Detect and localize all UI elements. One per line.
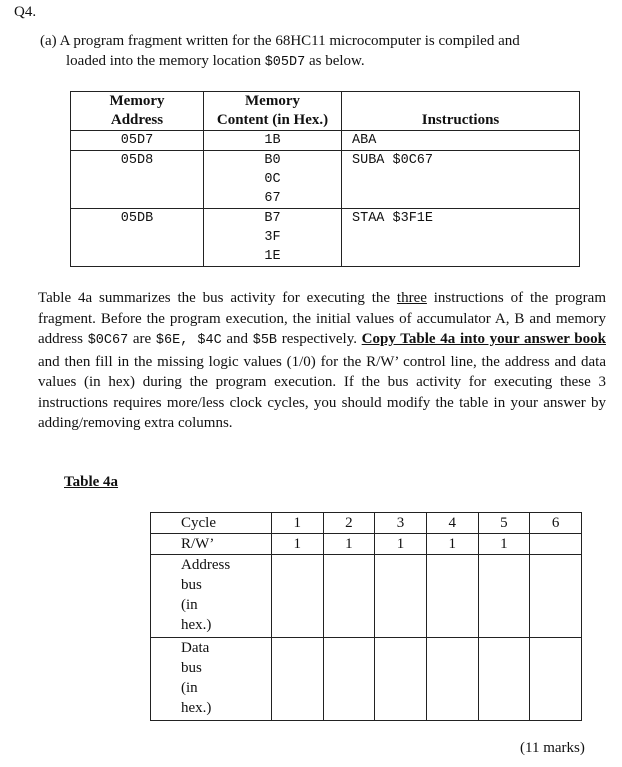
memory-table-header (71, 92, 580, 131)
table-row (71, 131, 580, 151)
cycle-cell: 6 (530, 513, 582, 534)
part-a-intro (40, 31, 600, 73)
memory-table (70, 91, 580, 267)
rw-cell: 1 (271, 534, 323, 555)
rw-row (151, 534, 582, 555)
rw-cell: 1 (323, 534, 375, 555)
data-bus-label: Data bus (in hex.) (151, 638, 272, 721)
rw-cell: 1 (426, 534, 478, 555)
address-cell (271, 555, 323, 638)
load-address: $05D7 (264, 55, 306, 70)
instruction-cell: ABA (342, 131, 580, 151)
data-cell (426, 638, 478, 721)
rw-cell (530, 534, 582, 555)
marks-label: (11 marks) (520, 740, 585, 756)
instruction-cell: STAA $3F1E (342, 209, 580, 267)
address-cell (478, 555, 530, 638)
address-cell: 05D8 (71, 151, 204, 209)
content-cell: 1B (204, 131, 342, 151)
header-memory-address: Memory Address (71, 92, 204, 131)
copy-instruction: Copy Table 4a into your answer book (361, 331, 606, 347)
rw-label: R/W’ (151, 534, 272, 555)
header-memory-content: Memory Content (in Hex.) (204, 92, 342, 131)
instruction-cell: SUBA $0C67 (342, 151, 580, 209)
part-a-line2: loaded into the memory location $05D7 as below. (66, 53, 365, 70)
cycle-cell: 5 (478, 513, 530, 534)
address-cell (375, 555, 427, 638)
data-cell (271, 638, 323, 721)
data-cell (530, 638, 582, 721)
address-cell (323, 555, 375, 638)
table-caption: Table 4a (64, 474, 119, 490)
cycle-row (151, 513, 582, 534)
cycle-label: Cycle (151, 513, 272, 534)
content-cell: B7 3F 1E (204, 209, 342, 267)
header-instructions: Instructions (342, 92, 580, 131)
address-cell (426, 555, 478, 638)
bus-activity-table (150, 512, 582, 721)
table-row (71, 151, 580, 209)
question-number: Q4. (14, 4, 37, 20)
cycle-cell: 3 (375, 513, 427, 534)
cycle-cell: 4 (426, 513, 478, 534)
data-cell (323, 638, 375, 721)
address-bus-row (151, 555, 582, 638)
table-row (71, 209, 580, 267)
instructions-paragraph: Table 4a summarizes the bus activity for executing the three instructions of the program fragment. Before the program execution, the initial values of accumulator A, B and memory address $0C67 are $6E, $4C and $5B respectively. Copy Table 4a into your answer book and then fill in the missing logic values (1/0) for the R/W’ control line, the address and data values (in hex) during the program execution. If the bus activity for executing these 3 instructions requires more/less clock cycles, you should modify the table in your answer by adding/removing extra columns. (38, 290, 606, 431)
cycle-cell: 1 (271, 513, 323, 534)
part-a-line1: (a) A program fragment written for the 68HC11 microcomputer is compiled and (40, 33, 520, 49)
address-bus-label: Address bus (in hex.) (151, 555, 272, 638)
data-cell (375, 638, 427, 721)
address-cell: 05DB (71, 209, 204, 267)
cycle-cell: 2 (323, 513, 375, 534)
content-cell: B0 0C 67 (204, 151, 342, 209)
data-cell (478, 638, 530, 721)
rw-cell: 1 (478, 534, 530, 555)
rw-cell: 1 (375, 534, 427, 555)
address-cell (530, 555, 582, 638)
address-cell: 05D7 (71, 131, 204, 151)
data-bus-row (151, 638, 582, 721)
